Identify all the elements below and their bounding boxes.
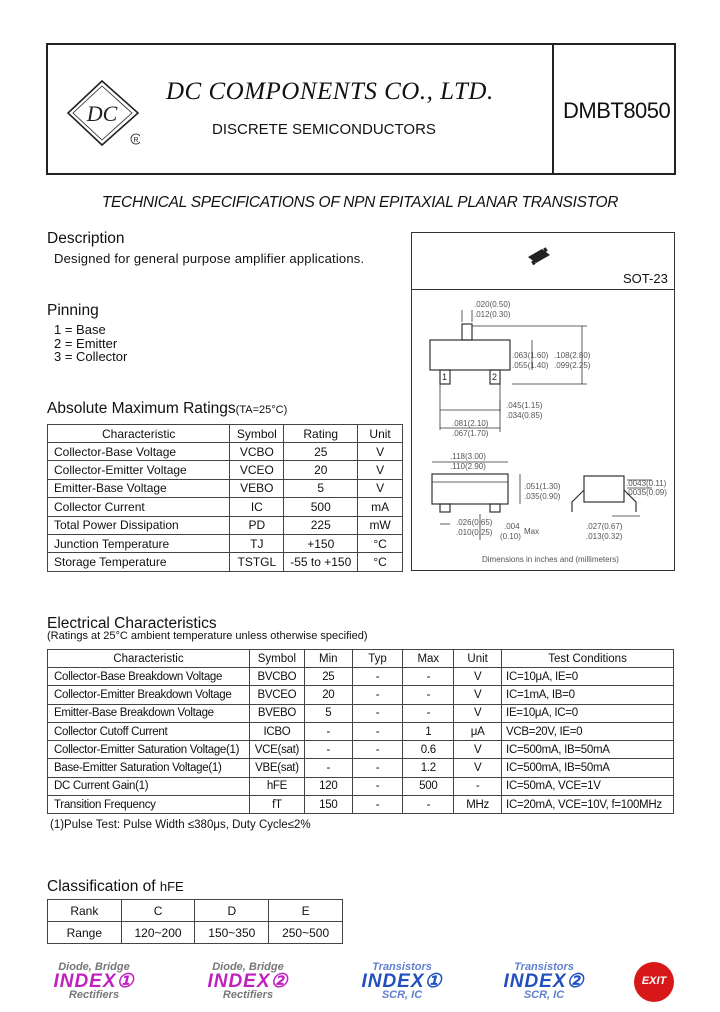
dim-d20: (0.10) [500,532,521,541]
rank-c: C [121,900,195,922]
electrical-row-cell: VBE(sat) [249,759,304,777]
dim-d15: .0043(0.11) [626,479,667,488]
package-dimension-drawing [412,292,674,570]
transistor-index-1-link[interactable] [348,962,456,1001]
electrical-row [48,704,674,722]
pin-1: 1 = Base [54,322,106,337]
electrical-row-cell: V [454,759,502,777]
electrical-row-cell: μA [454,722,502,740]
dim-d16: .0035(0.09) [626,488,667,497]
rank-row [48,900,343,922]
abs-max-row [48,498,403,516]
electrical-row [48,777,674,795]
dim-d1: .020(0.50) [474,300,511,309]
col-unit: Unit [454,650,502,668]
electrical-row-cell: 500 [403,777,454,795]
diode-index-2-link[interactable] [194,962,302,1001]
description-text: Designed for general purpose amplifier applications. [54,251,365,266]
pin-list [54,323,127,364]
abs-max-row [48,553,403,571]
col-unit: Unit [358,425,403,443]
dim-d17: .026(0.65) [456,518,493,527]
exit-button[interactable] [634,962,674,1002]
diode-index-1-link[interactable] [40,962,148,1001]
dim-d8: .034(0.85) [506,411,543,420]
dim-d10: .067(1.70) [452,429,489,438]
logo4-bot: SCR, IC [523,989,565,1001]
rank-e: E [269,900,343,922]
electrical-row-cell: 150 [304,796,352,814]
classification-heading [47,878,184,896]
electrical-row-cell: hFE [249,777,304,795]
electrical-row-cell: - [352,777,403,795]
abs-max-row-cell: 5 [284,479,358,497]
abs-max-row-cell: IC [230,498,284,516]
pulse-footnote: (1)Pulse Test: Pulse Width ≤380μs, Duty Cycle≤2% [50,819,311,831]
rank-label: Rank [48,900,122,922]
electrical-row-cell: 20 [304,686,352,704]
dim-d23: .013(0.32) [586,532,623,541]
col-rating: Rating [284,425,358,443]
electrical-row-cell: - [304,722,352,740]
abs-max-row-cell: mA [358,498,403,516]
electrical-row-cell: - [352,668,403,686]
abs-max-table [47,424,403,572]
classification-title: Classification of [47,878,156,895]
dim-d22: .027(0.67) [586,522,623,531]
dim-d12: .110(2.90) [450,462,486,471]
electrical-row-cell: fT [249,796,304,814]
dim-d6: .099(2.25) [554,361,591,370]
electrical-row-cell: Collector-Base Breakdown Voltage [48,668,250,686]
classification-symbol: hFE [159,879,184,894]
abs-max-row-cell: TJ [230,534,284,552]
document-title: TECHNICAL SPECIFICATIONS OF NPN EPITAXIAL PLANAR TRANSISTOR [101,194,619,211]
electrical-row-cell: IC=50mA, VCE=1V [502,777,674,795]
dim-d13: .051(1.30) [524,482,561,491]
range-label: Range [48,922,122,944]
electrical-row-cell: BVCEO [249,686,304,704]
dim-d14: .035(0.90) [524,492,561,501]
abs-max-row-cell: Collector-Base Voltage [48,443,230,461]
abs-max-row-cell: -55 to +150 [284,553,358,571]
abs-max-body [48,443,403,572]
electrical-row-cell: IC=500mA, IB=50mA [502,741,674,759]
abs-max-row-cell: 25 [284,443,358,461]
abs-max-row-cell: 20 [284,461,358,479]
dim-d11: .118(3.00) [450,452,486,461]
abs-max-row-cell: °C [358,553,403,571]
dim-d9: .081(2.10) [452,419,489,428]
dim-d2: .012(0.30) [474,310,511,319]
logo2-bot: Rectifiers [222,989,274,1001]
header-divider [552,45,554,173]
electrical-row-cell: V [454,668,502,686]
electrical-row-cell: Emitter-Base Breakdown Voltage [48,704,250,722]
pin-2: 2 = Emitter [54,335,118,351]
electrical-row-cell: Base-Emitter Saturation Voltage(1) [48,759,250,777]
col-symbol: Symbol [249,650,304,668]
abs-max-row-cell: +150 [284,534,358,552]
electrical-row-cell: Collector Cutoff Current [48,722,250,740]
electrical-row-cell: IC=1mA, IB=0 [502,686,674,704]
electrical-row-cell: - [403,686,454,704]
logo3-top: Transistors [372,961,432,973]
dim-d7: .045(1.15) [506,401,543,410]
electrical-header-row [48,650,674,668]
electrical-row [48,796,674,814]
electrical-subheading: (Ratings at 25°C ambient temperature unless otherwise specified) [47,630,368,642]
abs-max-row [48,534,403,552]
electrical-row-cell: - [352,704,403,722]
abs-max-row-cell: Emitter-Base Voltage [48,479,230,497]
electrical-row-cell: IC=20mA, VCE=10V, f=100MHz [502,796,674,814]
logo2-top: Diode, Bridge [212,961,284,973]
electrical-row-cell: VCB=20V, IE=0 [502,722,674,740]
abs-max-row-cell: Junction Temperature [48,534,230,552]
abs-max-row-cell: Collector-Emitter Voltage [48,461,230,479]
logo-letters: DC [86,101,118,126]
abs-max-row [48,443,403,461]
abs-max-row-cell: TSTGL [230,553,284,571]
logo1-bot: Rectifiers [68,989,120,1001]
dim-d21: Max [524,527,540,536]
abs-max-row [48,479,403,497]
col-symbol: Symbol [230,425,284,443]
part-number: DMBT8050 [563,98,671,123]
abs-max-row [48,461,403,479]
electrical-row-cell: - [403,796,454,814]
electrical-row [48,741,674,759]
electrical-row [48,668,674,686]
electrical-row-cell: ICBO [249,722,304,740]
logo4-mid: INDEX② [503,971,585,992]
abs-max-row-cell: 500 [284,498,358,516]
col-typ: Typ [352,650,403,668]
rank-d: D [195,900,269,922]
electrical-row-cell: - [403,668,454,686]
electrical-row-cell: - [352,686,403,704]
sot23-package-icon [524,245,554,269]
logo3-bot: SCR, IC [381,989,423,1001]
transistor-index-2-link[interactable] [490,962,598,1001]
abs-max-row-cell: Storage Temperature [48,553,230,571]
dim-d19: .004 [504,522,520,531]
exit-label: EXIT [641,975,667,987]
package-name: SOT-23 [623,271,668,286]
electrical-row-cell: IE=10μA, IC=0 [502,704,674,722]
dim-d5: .108(2.80) [554,351,591,360]
electrical-row-cell: - [352,796,403,814]
package-separator [411,289,675,290]
electrical-row [48,686,674,704]
company-logo [66,79,140,147]
logo3-mid: INDEX① [361,971,443,992]
range-row [48,922,343,944]
electrical-row-cell: - [454,777,502,795]
electrical-row-cell: V [454,686,502,704]
electrical-row-cell: Collector-Emitter Saturation Voltage(1) [48,741,250,759]
electrical-row-cell: 1.2 [403,759,454,777]
electrical-row-cell: BVCBO [249,668,304,686]
logo4-top: Transistors [514,961,574,973]
electrical-row-cell: Collector-Emitter Breakdown Voltage [48,686,250,704]
abs-max-row-cell: 225 [284,516,358,534]
electrical-row-cell: V [454,741,502,759]
abs-max-heading [47,400,287,418]
abs-max-header-row [48,425,403,443]
division-name: DISCRETE SEMICONDUCTORS [212,121,436,138]
pin2-label: 2 [492,372,498,382]
abs-max-row-cell: Collector Current [48,498,230,516]
pin-3: 3 = Collector [54,349,128,364]
electrical-row-cell: - [352,759,403,777]
company-name: DC COMPONENTS CO., LTD. [166,78,494,105]
dim-d4: .055(1.40) [512,361,549,370]
electrical-row-cell: V [454,704,502,722]
electrical-row-cell: - [304,741,352,759]
electrical-row-cell: DC Current Gain(1) [48,777,250,795]
range-d: 150~350 [195,922,269,944]
electrical-row-cell: 1 [403,722,454,740]
electrical-row-cell: BVEBO [249,704,304,722]
abs-max-row-cell: VCBO [230,443,284,461]
logo2-mid: INDEX② [207,971,289,992]
abs-max-cond: (TA=25°C) [235,404,288,416]
col-max: Max [403,650,454,668]
description-heading: Description [47,230,125,247]
electrical-row-cell: VCE(sat) [249,741,304,759]
logo1-top: Diode, Bridge [58,961,130,973]
abs-max-row-cell: Total Power Dissipation [48,516,230,534]
registered-mark: R [133,137,139,144]
electrical-row-cell: 5 [304,704,352,722]
electrical-row-cell: 120 [304,777,352,795]
electrical-row-cell: - [352,722,403,740]
dim-d18: .010(0.25) [456,528,493,537]
electrical-row-cell: 0.6 [403,741,454,759]
abs-max-title: Absolute Maximum Ratings [47,400,236,417]
abs-max-row-cell: V [358,479,403,497]
electrical-heading: Electrical Characteristics [47,615,217,632]
abs-max-row-cell: °C [358,534,403,552]
abs-max-row-cell: V [358,443,403,461]
dim-d3: .063(1.60) [512,351,549,360]
col-min: Min [304,650,352,668]
abs-max-row-cell: mW [358,516,403,534]
abs-max-row-cell: VCEO [230,461,284,479]
range-c: 120~200 [121,922,195,944]
electrical-table [47,649,674,814]
electrical-row-cell: IC=10μA, IE=0 [502,668,674,686]
abs-max-row [48,516,403,534]
abs-max-row-cell: V [358,461,403,479]
abs-max-row-cell: VEBO [230,479,284,497]
electrical-row-cell: MHz [454,796,502,814]
abs-max-row-cell: PD [230,516,284,534]
pinning-heading: Pinning [47,302,99,319]
range-e: 250~500 [269,922,343,944]
electrical-row-cell: IC=500mA, IB=50mA [502,759,674,777]
col-characteristic: Characteristic [48,425,230,443]
electrical-row [48,759,674,777]
col-test-conditions: Test Conditions [502,650,674,668]
electrical-body [48,668,674,814]
dim-note: Dimensions in inches and (millimeters) [482,555,619,564]
pin1-label: 1 [442,372,448,382]
classification-table [47,899,343,944]
electrical-row-cell: Transition Frequency [48,796,250,814]
electrical-row [48,722,674,740]
electrical-row-cell: - [403,704,454,722]
electrical-row-cell: 25 [304,668,352,686]
col-characteristic: Characteristic [48,650,250,668]
electrical-row-cell: - [352,741,403,759]
electrical-row-cell: - [304,759,352,777]
logo1-mid: INDEX① [53,971,135,992]
